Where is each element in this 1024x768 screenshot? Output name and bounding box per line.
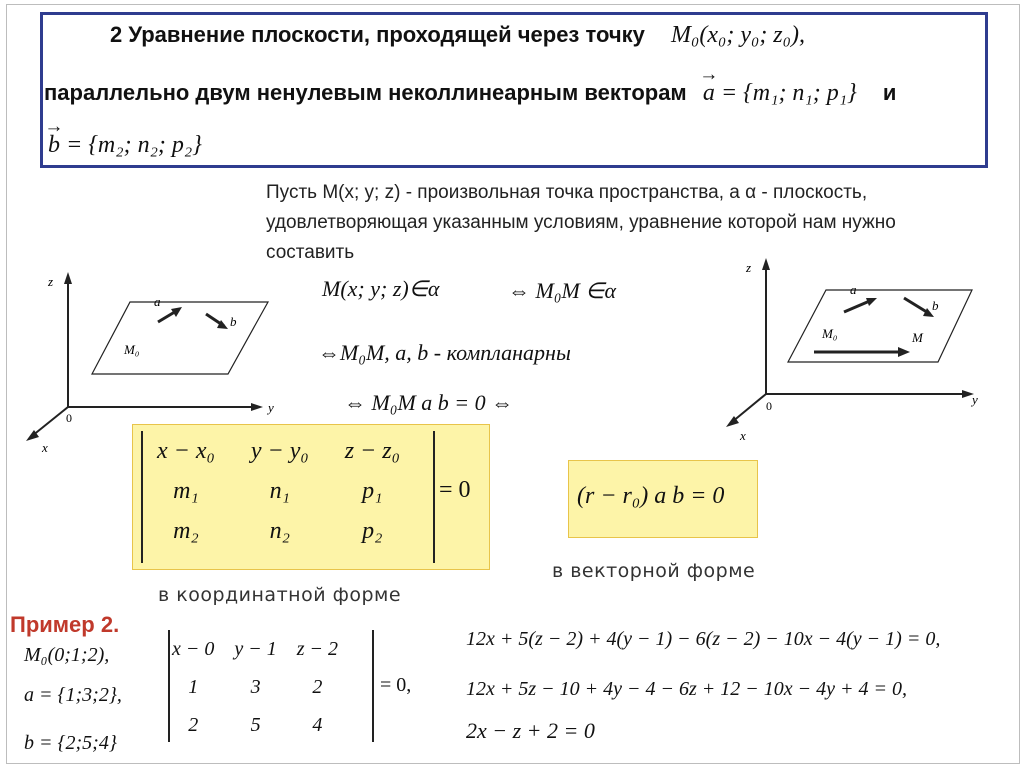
vector-b-label: b <box>932 298 939 313</box>
derivation-step3: ⇔ M₀M a b = 0 ⇔ <box>344 390 514 415</box>
example-point: M₀(0;1;2), <box>24 644 110 666</box>
example-equation-2: 12x + 5z − 10 + 4y − 4 − 6z + 12 − 10x − 4y + 4 = 0, <box>466 678 908 700</box>
point-m0-label: M₀ <box>124 342 140 357</box>
header-line2: параллельно двум ненулевым неколлинеарным векторам → a = {m₁; n₁; p₁} и <box>44 80 896 107</box>
coordinate-form-box <box>132 424 490 570</box>
x-axis <box>32 407 68 436</box>
x-axis <box>732 394 766 422</box>
z-arrow-icon <box>64 272 72 284</box>
example-equation-1: 12x + 5(z − 2) + 4(y − 1) − 6(z − 2) − 10x − 4(y − 1) = 0, <box>466 628 941 650</box>
vector-form-caption: в векторной форме <box>552 560 756 582</box>
z-arrow-icon <box>762 258 770 270</box>
right-plane-diagram <box>726 254 1016 454</box>
vector-a-label: a <box>154 294 161 309</box>
header-line1: 2 Уравнение плоскости, проходящей через точку M₀(x₀; y₀; z₀), <box>110 22 805 48</box>
axis-x-label: x <box>740 428 746 443</box>
example-equation-3: 2x − z + 2 = 0 <box>466 718 595 743</box>
intro-text: Пусть M(x; y; z) - произвольная точка пространства, а α - плоскость, удовлетворяющая указанным условиям, уравнение которой нам нужно составить <box>266 182 896 263</box>
axis-z-label: z <box>48 274 54 289</box>
vector-form-box <box>568 460 758 538</box>
example-title: Пример 2. <box>10 612 120 637</box>
point-m-label: M <box>912 330 923 345</box>
vector-a-label: a <box>850 282 857 297</box>
coordinate-determinant: x − x₀ y − y₀ z − z₀ m₁ n₁ p₁ m₂ n₂ p₂ <box>157 438 400 544</box>
derivation-step2: ⇔M₀M, a, b - компланарны <box>318 340 571 365</box>
derivation-step1-left: M(x; y; z)∈α <box>322 276 440 301</box>
origin-label: 0 <box>66 411 72 425</box>
example-determinant: x − 0 y − 1 z − 2 1 3 2 2 5 4 <box>172 638 339 736</box>
point-m0: M₀(x₀; y₀; z₀), <box>671 22 805 48</box>
axis-y-label: y <box>268 400 274 415</box>
vector-form-formula: (r − r₀) a b = 0 <box>577 483 725 509</box>
example-det-bar-right <box>372 630 374 742</box>
vector-a-label: → a <box>703 80 715 107</box>
axis-x-label: x <box>42 440 48 455</box>
origin-label: 0 <box>766 399 772 413</box>
header-line3: → b = {m₂; n₂; p₂} <box>48 132 202 159</box>
axis-y-label: y <box>972 392 978 407</box>
axis-z-label: z <box>746 260 752 275</box>
example-vector-a: a = {1;3;2}, <box>24 684 122 706</box>
vector-b-label: b <box>230 314 237 329</box>
plane <box>92 302 268 374</box>
coordinate-form-caption: в координатной форме <box>158 584 402 606</box>
y-arrow-icon <box>251 403 263 411</box>
vector-b-label: → b <box>48 132 60 159</box>
det-equals: = 0 <box>439 477 471 503</box>
det-bar-right <box>433 431 435 563</box>
point-m0-label: M₀ <box>822 326 838 341</box>
example-det-equals: = 0, <box>380 674 412 696</box>
derivation-step1-right: ⇔ M₀M ∈α <box>508 278 617 303</box>
example-vector-b: b = {2;5;4} <box>24 732 117 754</box>
